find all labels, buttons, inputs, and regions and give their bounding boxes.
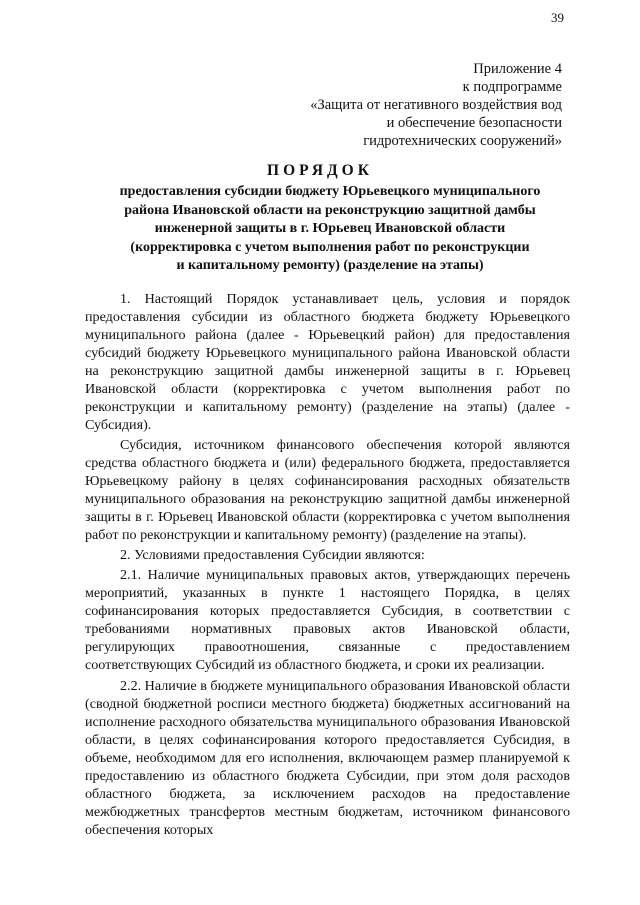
paragraph-1: 1. Настоящий Порядок устанавливает цель, условия и порядок предоставления субсидии из областного бюджета бюджету Юрьевецкого муниципального района (далее - Юрьевецкий район) для предоставления субсидий бюджету Юрьевецкого муниципального района Ивановской области на реконструкцию защитной дамбы инженерной защиты в г. Юрьевец Ивановской области (корректировка с учетом выполнения работ по реконструкции и капитальному ремонту) (разделение на этапы) (далее - Субсидия).: [85, 291, 570, 433]
subtitle-line: и капитальному ремонту) (разделение на этапы): [176, 258, 484, 273]
appendix-header: [310, 60, 562, 150]
subtitle-line: района Ивановской области на реконструкцию защитной дамбы: [124, 202, 536, 218]
appendix-line: «Защита от негативного воздействия вод: [310, 97, 562, 113]
subtitle-line: (корректировка с учетом выполнения работ по реконструкции: [130, 239, 530, 255]
page-number: 39: [551, 10, 564, 25]
appendix-line: гидротехнических сооружений»: [363, 133, 562, 149]
paragraph-2: 2. Условиями предоставления Субсидии являются:: [120, 547, 425, 563]
subtitle-line: инженерной защиты в г. Юрьевец Ивановской области: [154, 221, 506, 236]
subtitle-line: предоставления субсидии бюджету Юрьевецкого муниципального: [119, 184, 541, 199]
appendix-line: и обеспечение безопасности: [386, 115, 562, 131]
paragraph-2-1: 2.1. Наличие муниципальных правовых актов, утверждающих перечень мероприятий, указанных в пункте 1 настоящего Порядка, в целях софинансирования которых предоставляется Субсидия, в соответствии с требованиями нормативных правовых актов Ивановской области, регулирующих правоотношения, связанные с предоставлением соответствующих Субсидий из областного бюджета, и сроки их реализации.: [85, 567, 570, 673]
appendix-line: Приложение 4: [473, 61, 562, 77]
appendix-line: к подпрограмме: [462, 79, 562, 95]
document-subtitle: [60, 183, 600, 276]
document-title: ПОРЯДОК: [267, 162, 373, 179]
document-body: [85, 290, 570, 839]
paragraph-subsidy: Субсидия, источником финансового обеспечения которой являются средства областного бюджета и (или) федерального бюджета, предоставляется Юрьевецкому району в целях софинансирования расходных обязательств муниципального образования на реконструкцию защитной дамбы инженерной защиты в г. Юрьевец Ивановской области (корректировка с учетом выполнения работ по реконструкции и капитальному ремонту) (разделение на этапы).: [85, 437, 570, 543]
paragraph-2-2: 2.2. Наличие в бюджете муниципального образования Ивановской области (сводной бюджетной росписи местного бюджета) бюджетных ассигнований на исполнение расходного обязательства муниципального образования Ивановской области, в целях софинансирования которого предоставляется Субсидия, в объеме, необходимом для его исполнения, включающем размер планируемой к предоставлению из областного бюджета Субсидии, при этом доля расходов областного бюджета, за исключением расходов на предоставление межбюджетных трансфертов местным бюджетам, источником финансового обеспечения которых: [85, 678, 570, 838]
